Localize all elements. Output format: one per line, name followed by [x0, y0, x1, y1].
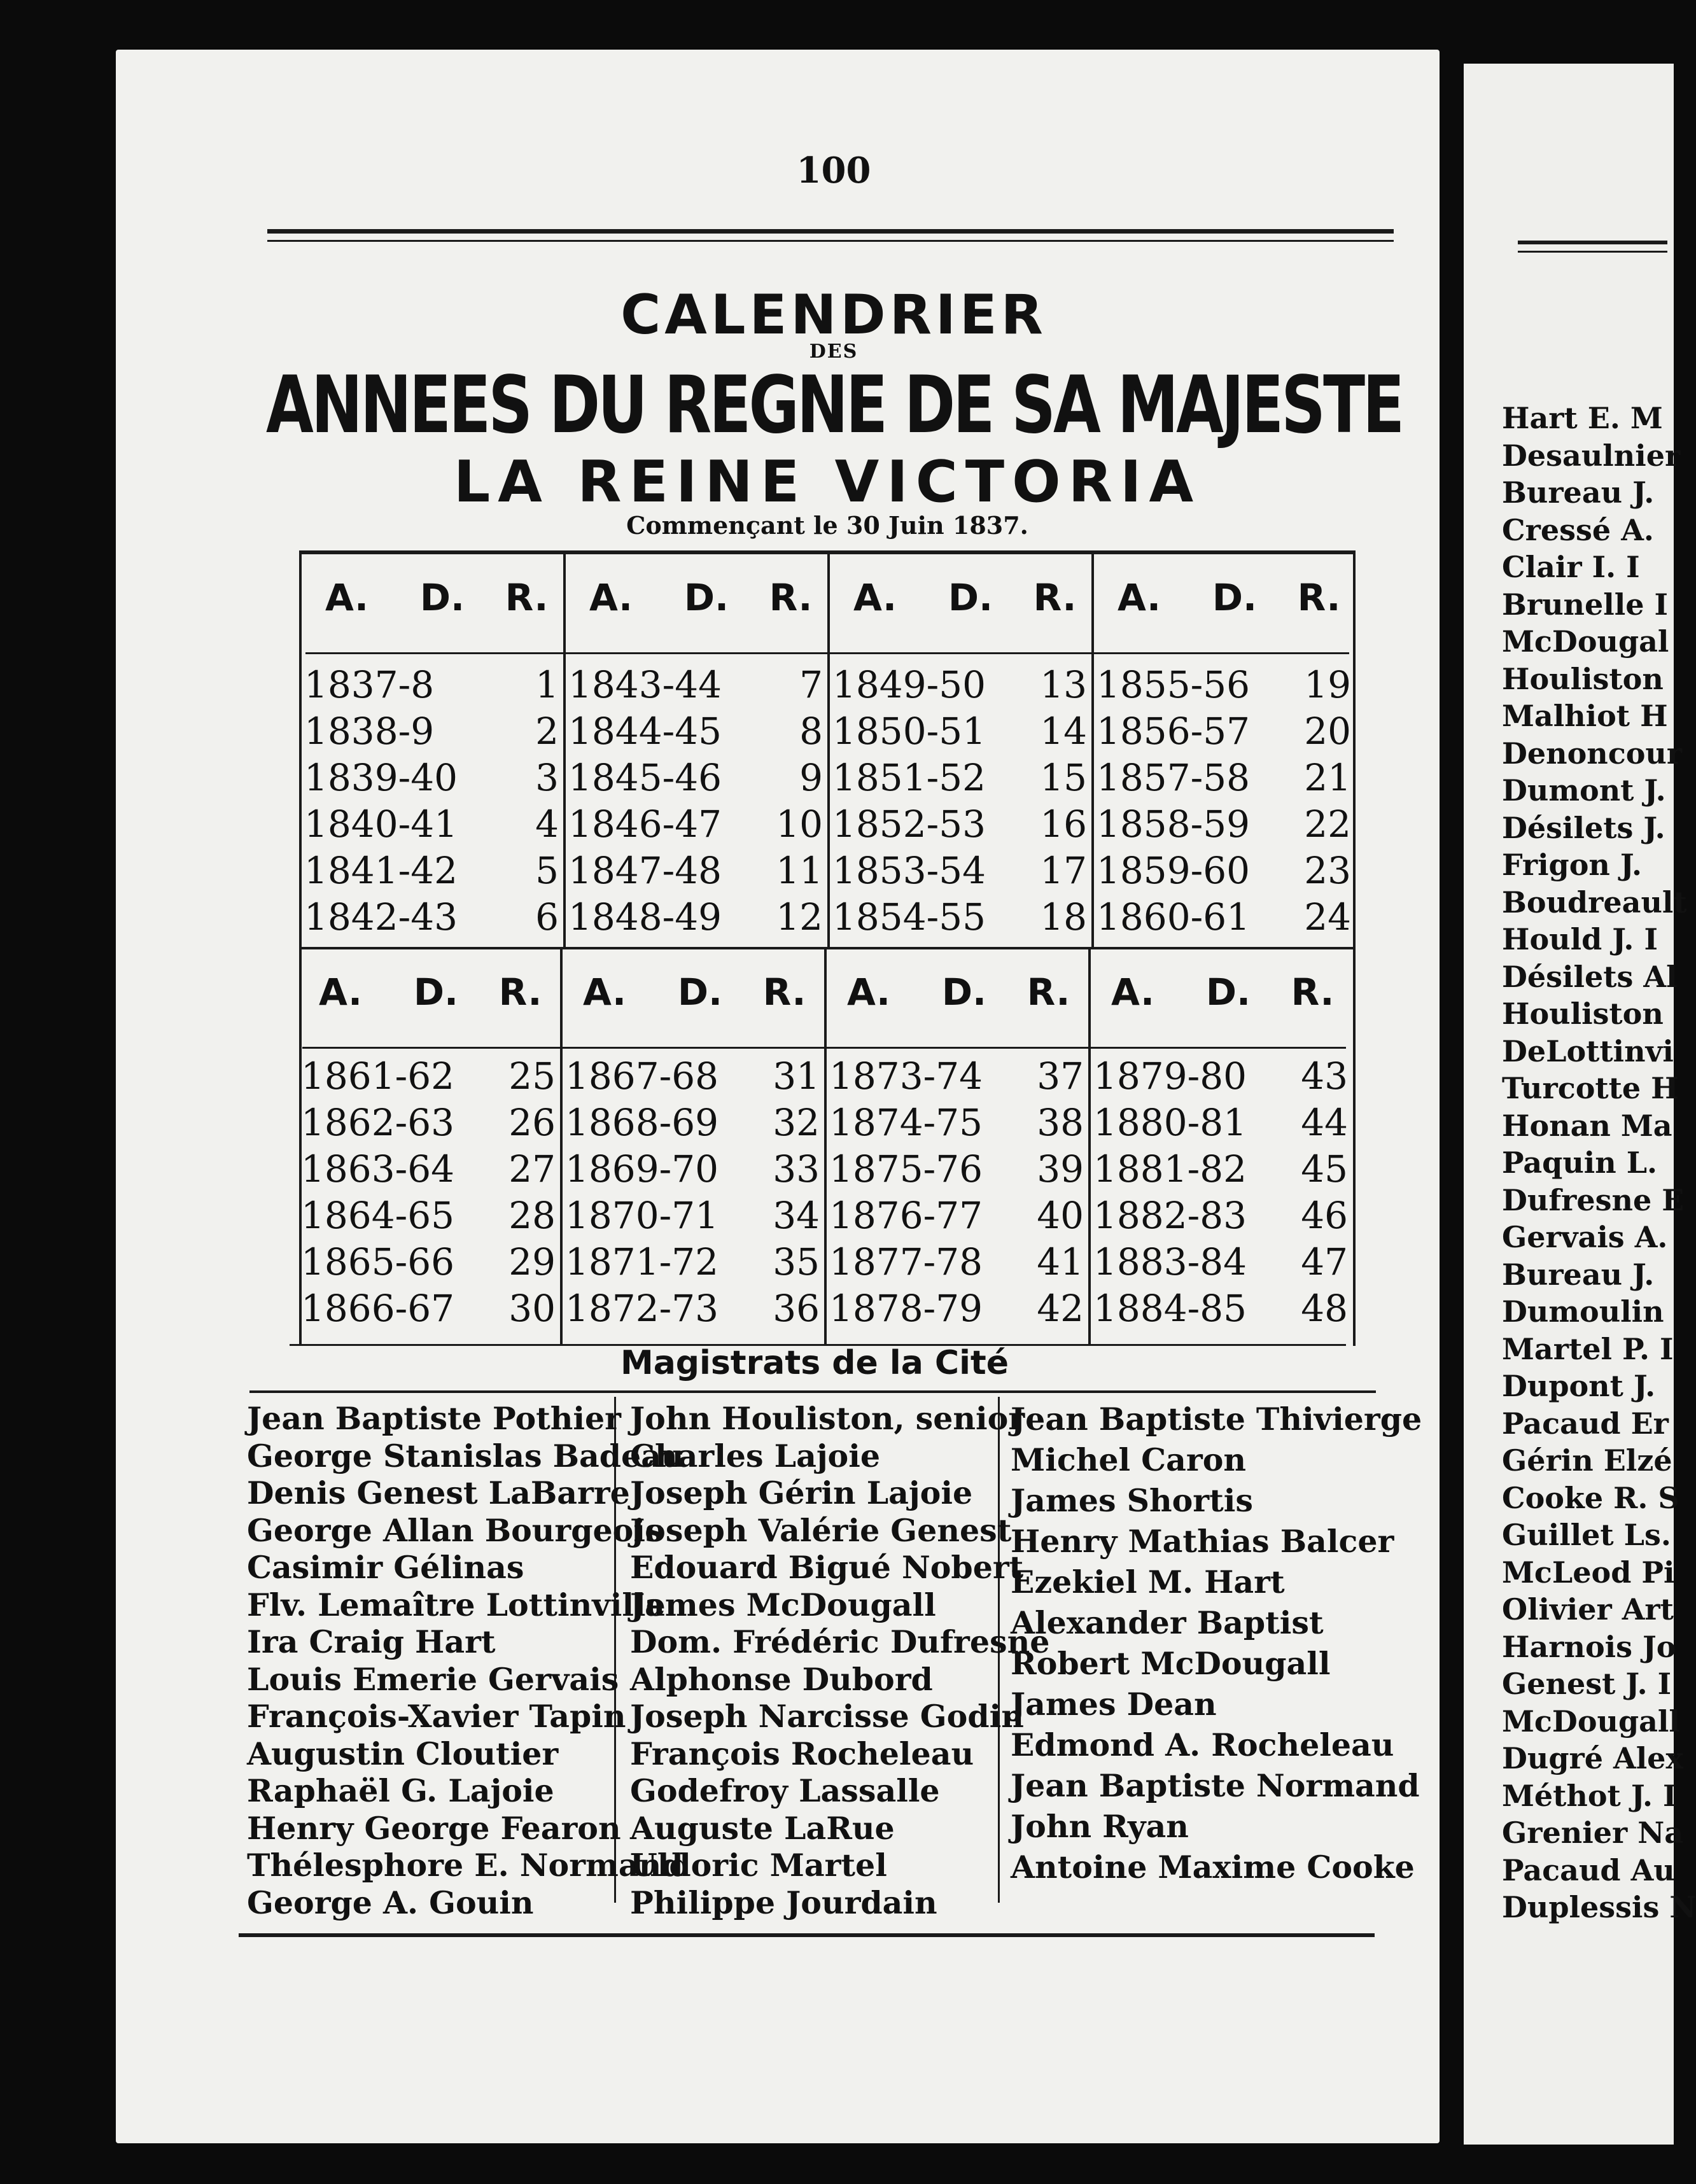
calendar-cell	[560, 1100, 824, 1146]
magistrat-name: James McDougall	[630, 1586, 936, 1623]
reign-year: 2	[535, 710, 559, 753]
header-a: A.	[847, 970, 890, 1014]
calendar-cell	[827, 708, 1091, 755]
magistrat-name: Auguste LaRue	[630, 1809, 895, 1847]
header-group	[557, 970, 821, 1014]
reign-year: 18	[1040, 895, 1087, 939]
year-range: 1858-59	[1097, 802, 1251, 846]
magistrat-name: François-Xavier Tapin	[247, 1698, 626, 1735]
right-list-item: Clair I. I	[1502, 550, 1640, 584]
reign-year: 24	[1304, 895, 1351, 939]
year-range: 1867-68	[565, 1054, 719, 1098]
header-r: R.	[1291, 970, 1335, 1014]
calendar-cell	[296, 1285, 560, 1332]
year-range: 1874-75	[829, 1101, 983, 1144]
header-group	[827, 576, 1091, 619]
year-range: 1880-81	[1093, 1101, 1247, 1144]
header-group	[563, 576, 827, 619]
calendar-cell	[1088, 1193, 1352, 1239]
calendar-bottom-header	[293, 970, 1349, 1014]
magistrat-name: Edmond A. Rocheleau	[1011, 1726, 1394, 1763]
right-list-item: Boudreault	[1502, 885, 1687, 920]
right-list-item: Dumont J.	[1502, 773, 1666, 808]
right-list-item: Pacaud Er	[1502, 1406, 1669, 1441]
right-list-item: Cressé A.	[1502, 512, 1654, 547]
year-range: 1850-51	[832, 710, 986, 753]
header-a: A.	[1111, 970, 1154, 1014]
year-range: 1869-70	[565, 1147, 719, 1191]
right-list-item: Bureau J.	[1502, 1257, 1655, 1292]
magistrat-name: Denis Genest LaBarre	[247, 1474, 630, 1511]
magistrat-name: François Rocheleau	[630, 1735, 974, 1772]
right-list-item: McDougal	[1502, 624, 1669, 659]
year-range: 1844-45	[568, 710, 722, 753]
year-range: 1864-65	[301, 1194, 455, 1237]
magistrat-name: Casimir Gélinas	[247, 1549, 524, 1586]
right-list-item: Bureau J.	[1502, 475, 1655, 510]
reign-year: 1	[535, 663, 559, 706]
calendar-cell	[1088, 1100, 1352, 1146]
calendar-top-body	[299, 662, 1356, 941]
year-range: 1871-72	[565, 1240, 719, 1284]
magistrats-top-rule	[249, 1390, 1376, 1393]
year-range: 1860-61	[1097, 895, 1251, 939]
calendar-row	[296, 1053, 1352, 1100]
right-list-item: Dumoulin	[1502, 1294, 1664, 1329]
calendar-cell	[299, 708, 563, 755]
calendar-cell	[299, 801, 563, 848]
year-range: 1838-9	[304, 710, 435, 753]
header-group	[1085, 970, 1349, 1014]
reign-year: 8	[799, 710, 823, 753]
right-list-item: Guillet Ls.	[1502, 1518, 1671, 1552]
calendar-cell	[560, 1193, 824, 1239]
reign-year: 46	[1301, 1194, 1348, 1237]
magistrats-bottom-rule	[239, 1933, 1375, 1937]
calendar-cell	[824, 1193, 1088, 1239]
right-list-item: Dupont J.	[1502, 1369, 1656, 1403]
calendar-top-header	[299, 576, 1356, 619]
calendar-cell	[1091, 801, 1356, 848]
reign-year: 40	[1037, 1194, 1084, 1237]
calendar-cell	[1088, 1285, 1352, 1332]
calendar-bottom-body	[296, 1053, 1352, 1332]
magistrat-name: Robert McDougall	[1011, 1645, 1331, 1682]
calendar-cell	[563, 755, 827, 801]
header-r: R.	[498, 970, 542, 1014]
calendar-cell	[1088, 1146, 1352, 1193]
reign-year: 43	[1301, 1054, 1348, 1098]
header-r: R.	[1297, 576, 1341, 619]
year-range: 1878-79	[829, 1287, 983, 1330]
calendar-row	[296, 1193, 1352, 1239]
year-range: 1884-85	[1093, 1287, 1247, 1330]
header-d: D.	[419, 576, 465, 619]
year-range: 1846-47	[568, 802, 722, 846]
magistrats-column-3	[1011, 1399, 1422, 1887]
header-d: D.	[683, 576, 729, 619]
header-r: R.	[762, 970, 806, 1014]
year-range: 1851-52	[832, 756, 986, 799]
reign-year: 26	[508, 1101, 556, 1144]
right-list-item: Hart E. M	[1502, 401, 1663, 435]
right-list-item: Paquin L.	[1502, 1145, 1658, 1180]
header-a: A.	[325, 576, 368, 619]
magistrat-name: Joseph Narcisse Godin	[630, 1698, 1024, 1735]
header-d: D.	[948, 576, 993, 619]
year-range: 1883-84	[1093, 1240, 1247, 1284]
header-r: R.	[769, 576, 813, 619]
header-a: A.	[583, 970, 626, 1014]
year-range: 1841-42	[304, 849, 458, 892]
right-list-item: Duplessis N	[1502, 1890, 1696, 1924]
calendar-cell	[563, 848, 827, 894]
header-group	[1091, 576, 1356, 619]
right-list-item: Dugré Alex	[1502, 1741, 1683, 1775]
year-range: 1848-49	[568, 895, 722, 939]
year-range: 1865-66	[301, 1240, 455, 1284]
calendar-cell	[563, 662, 827, 708]
year-range: 1854-55	[832, 895, 986, 939]
calendar-cell	[1091, 894, 1356, 941]
calendar-cell	[824, 1100, 1088, 1146]
year-range: 1837-8	[304, 663, 435, 706]
header-a: A.	[319, 970, 362, 1014]
magistrats-title: Magistrats de la Cité	[620, 1344, 1009, 1382]
reign-year: 4	[535, 802, 559, 846]
reign-year: 37	[1037, 1054, 1084, 1098]
reign-year: 30	[508, 1287, 556, 1330]
magistrat-name: John Ryan	[1011, 1808, 1189, 1845]
magistrat-name: Alphonse Dubord	[630, 1660, 933, 1698]
calendar-cell	[296, 1193, 560, 1239]
year-range: 1870-71	[565, 1194, 719, 1237]
year-range: 1842-43	[304, 895, 458, 939]
reign-year: 45	[1301, 1147, 1348, 1191]
reign-year: 13	[1040, 663, 1087, 706]
header-rule-thin	[267, 240, 1394, 242]
year-range: 1876-77	[829, 1194, 983, 1237]
header-r: R.	[1033, 576, 1077, 619]
calendar-cell	[824, 1285, 1088, 1332]
title-main: ANNEES DU REGNE DE SA MAJESTE	[266, 360, 1403, 451]
right-list-item: Dufresne E	[1502, 1182, 1685, 1217]
right-list-item: Hould J. I	[1502, 922, 1658, 956]
reign-year: 19	[1304, 663, 1351, 706]
calendar-cell	[560, 1146, 824, 1193]
reign-year: 11	[776, 849, 823, 892]
calendar-cell	[1091, 662, 1356, 708]
reign-year: 42	[1037, 1287, 1084, 1330]
calendar-row	[299, 848, 1356, 894]
calendar-cell	[299, 662, 563, 708]
year-range: 1847-48	[568, 849, 722, 892]
title-calendrier: CALENDRIER	[620, 283, 1047, 347]
right-list-item: Olivier Art	[1502, 1592, 1674, 1627]
right-list-item: DeLottinvi	[1502, 1033, 1674, 1068]
reign-year: 35	[773, 1240, 820, 1284]
calendar-cell	[560, 1239, 824, 1285]
reign-year: 34	[773, 1194, 820, 1237]
right-list-item: Cooke R. S	[1502, 1480, 1679, 1515]
reign-year: 9	[799, 756, 823, 799]
magistrat-name: Flv. Lemaître Lottinville	[247, 1586, 666, 1623]
reign-year: 32	[773, 1101, 820, 1144]
calendar-row	[296, 1239, 1352, 1285]
year-range: 1872-73	[565, 1287, 719, 1330]
right-list-item: Martel P. I	[1502, 1331, 1674, 1366]
calendar-cell	[560, 1285, 824, 1332]
right-list-item: Pacaud Au	[1502, 1852, 1675, 1887]
year-range: 1857-58	[1097, 756, 1251, 799]
reign-year: 3	[535, 756, 559, 799]
reign-year: 16	[1040, 802, 1087, 846]
right-list-item: McDougall	[1502, 1704, 1680, 1739]
right-list-item: Houliston	[1502, 661, 1664, 696]
year-range: 1852-53	[832, 802, 986, 846]
reign-year: 31	[773, 1054, 820, 1098]
header-group	[821, 970, 1085, 1014]
calendar-cell	[1088, 1239, 1352, 1285]
magistrat-name: Jean Baptiste Thivierge	[1011, 1401, 1422, 1438]
reign-year: 22	[1304, 802, 1351, 846]
title-des: DES	[809, 340, 859, 363]
magistrat-name: Ira Craig Hart	[247, 1623, 496, 1660]
calendar-cell	[296, 1239, 560, 1285]
calendar-cell	[827, 801, 1091, 848]
year-range: 1877-78	[829, 1240, 983, 1284]
magistrat-name: Joseph Valérie Genest	[630, 1511, 1012, 1549]
magistrat-name: Uldoric Martel	[630, 1847, 887, 1884]
magistrat-name: Edouard Bigué Nobert	[630, 1549, 1024, 1586]
magistrat-name: John Houliston, senior	[630, 1400, 1025, 1437]
right-list-item: Malhiot H	[1502, 699, 1668, 733]
header-d: D.	[1212, 576, 1258, 619]
right-list-item: Désilets J.	[1502, 810, 1665, 845]
reign-year: 25	[508, 1054, 556, 1098]
title-commencant: Commençant le 30 Juin 1837.	[626, 511, 1028, 540]
reign-year: 39	[1037, 1147, 1084, 1191]
magistrat-name: Jean Baptiste Pothier	[247, 1400, 621, 1437]
calendar-cell	[296, 1146, 560, 1193]
year-range: 1873-74	[829, 1054, 983, 1098]
reign-year: 6	[535, 895, 559, 939]
title-reine: LA REINE VICTORIA	[453, 449, 1202, 515]
reign-year: 12	[776, 895, 823, 939]
header-rule-thick	[267, 229, 1394, 234]
reign-year: 27	[508, 1147, 556, 1191]
reign-year: 14	[1040, 710, 1087, 753]
year-range: 1853-54	[832, 849, 986, 892]
right-list-item: Grenier Na	[1502, 1816, 1684, 1850]
magistrat-name: James Dean	[1011, 1686, 1217, 1723]
magistrat-name: George A. Gouin	[247, 1884, 534, 1921]
calendar-row	[299, 755, 1356, 801]
calendar-row	[296, 1285, 1352, 1332]
calendar-cell	[299, 894, 563, 941]
year-range: 1862-63	[301, 1101, 455, 1144]
magistrat-name: Raphaël G. Lajoie	[247, 1772, 554, 1809]
reign-year: 44	[1301, 1101, 1348, 1144]
magistrat-name: Jean Baptiste Normand	[1011, 1767, 1420, 1804]
year-range: 1843-44	[568, 663, 722, 706]
year-range: 1882-83	[1093, 1194, 1247, 1237]
reign-year: 29	[508, 1240, 556, 1284]
magistrat-name: George Allan Bourgeois	[247, 1511, 663, 1549]
header-r: R.	[1027, 970, 1070, 1014]
year-range: 1861-62	[301, 1054, 455, 1098]
reign-year: 23	[1304, 849, 1351, 892]
right-list-item: Genest J. I	[1502, 1667, 1672, 1701]
right-list-item: Brunelle I	[1502, 587, 1669, 622]
right-list-item: Désilets Al	[1502, 959, 1678, 994]
right-list-item: Turcotte H	[1502, 1071, 1679, 1105]
calendar-row	[296, 1146, 1352, 1193]
magistrat-name: Philippe Jourdain	[630, 1884, 937, 1921]
reign-year: 36	[773, 1287, 820, 1330]
right-list-item: McLeod Pi	[1502, 1555, 1675, 1590]
reign-year: 10	[776, 802, 823, 846]
header-d: D.	[941, 970, 987, 1014]
year-range: 1866-67	[301, 1287, 455, 1330]
calendar-cell	[563, 708, 827, 755]
year-range: 1881-82	[1093, 1147, 1247, 1191]
magistrat-name: Thélesphore E. Normand	[247, 1847, 683, 1884]
calendar-cell	[827, 662, 1091, 708]
calendar-row	[296, 1100, 1352, 1146]
magistrat-name: James Shortis	[1011, 1482, 1253, 1519]
calendar-cell	[827, 755, 1091, 801]
calendar-cell	[560, 1053, 824, 1100]
reign-year: 41	[1037, 1240, 1084, 1284]
magistrat-name: Antoine Maxime Cooke	[1011, 1849, 1415, 1886]
right-page-rule-thick	[1518, 241, 1667, 244]
calendar-cell	[824, 1146, 1088, 1193]
year-range: 1875-76	[829, 1147, 983, 1191]
header-a: A.	[1118, 576, 1161, 619]
magistrat-name: Louis Emerie Gervais	[247, 1660, 619, 1698]
right-list-item: Desaulnier	[1502, 438, 1681, 473]
header-d: D.	[677, 970, 723, 1014]
magistrat-name: Ezekiel M. Hart	[1011, 1564, 1285, 1600]
calendar-row	[299, 662, 1356, 708]
reign-year: 47	[1301, 1240, 1348, 1284]
magistrat-name: Joseph Gérin Lajoie	[630, 1474, 973, 1511]
calendar-row	[299, 801, 1356, 848]
magistrat-name: Alexander Baptist	[1011, 1604, 1324, 1641]
year-range: 1845-46	[568, 756, 722, 799]
year-range: 1859-60	[1097, 849, 1251, 892]
right-list-item: Harnois Jo	[1502, 1629, 1676, 1664]
reign-year: 48	[1301, 1287, 1348, 1330]
year-range: 1840-41	[304, 802, 458, 846]
magistrat-name: Godefroy Lassalle	[630, 1772, 940, 1809]
year-range: 1855-56	[1097, 663, 1251, 706]
right-list-item: Gervais A.	[1502, 1220, 1668, 1254]
calendar-row	[299, 894, 1356, 941]
calendar-cell	[299, 848, 563, 894]
header-a: A.	[853, 576, 897, 619]
year-range: 1863-64	[301, 1147, 455, 1191]
calendar-cell	[1091, 708, 1356, 755]
magistrats-column-2	[630, 1400, 1049, 1921]
year-range: 1868-69	[565, 1101, 719, 1144]
calendar-cell	[563, 894, 827, 941]
reign-year: 21	[1304, 756, 1351, 799]
header-d: D.	[413, 970, 459, 1014]
magistrats-column-1	[247, 1400, 684, 1921]
right-list-item: Frigon J.	[1502, 848, 1643, 882]
reign-year: 5	[535, 849, 559, 892]
calendar-cell	[827, 848, 1091, 894]
calendar-cell	[1091, 848, 1356, 894]
reign-year: 38	[1037, 1101, 1084, 1144]
year-range: 1879-80	[1093, 1054, 1247, 1098]
calendar-row	[299, 708, 1356, 755]
calendar-cell	[1091, 755, 1356, 801]
reign-year: 17	[1040, 849, 1087, 892]
calendar-cell	[827, 894, 1091, 941]
right-list-item: Houliston	[1502, 997, 1664, 1031]
header-group	[293, 970, 557, 1014]
header-a: A.	[589, 576, 633, 619]
header-d: D.	[1205, 970, 1251, 1014]
reign-year: 15	[1040, 756, 1087, 799]
right-list-item: Gérin Elzé	[1502, 1443, 1672, 1478]
reign-year: 33	[773, 1147, 820, 1191]
magistrat-name: Charles Lajoie	[630, 1437, 881, 1474]
magistrat-name: Augustin Cloutier	[247, 1735, 559, 1772]
magistrat-name: Henry Mathias Balcer	[1011, 1523, 1394, 1560]
year-range: 1849-50	[832, 663, 986, 706]
reign-year: 7	[799, 663, 823, 706]
header-group	[299, 576, 563, 619]
calendar-cell	[299, 755, 563, 801]
right-list-item: Denoncour	[1502, 736, 1683, 771]
right-page-list	[1502, 400, 1696, 1926]
reign-year: 28	[508, 1194, 556, 1237]
calendar-cell	[1088, 1053, 1352, 1100]
calendar-cell	[563, 801, 827, 848]
header-r: R.	[505, 576, 549, 619]
calendar-cell	[296, 1053, 560, 1100]
calendar-cell	[296, 1100, 560, 1146]
calendar-cell	[824, 1053, 1088, 1100]
right-list-item: Honan Ma	[1502, 1108, 1672, 1143]
magistrat-name: Dom. Frédéric Dufresne	[630, 1623, 1050, 1660]
page-number: 100	[796, 150, 871, 192]
magistrat-name: Michel Caron	[1011, 1441, 1247, 1478]
magistrat-name: George Stanislas Badeau	[247, 1437, 684, 1474]
magistrat-name: Henry George Fearon	[247, 1809, 621, 1847]
right-list-item: Méthot J. I	[1502, 1778, 1677, 1813]
year-range: 1856-57	[1097, 710, 1251, 753]
reign-year: 20	[1304, 710, 1351, 753]
year-range: 1839-40	[304, 756, 458, 799]
calendar-cell	[824, 1239, 1088, 1285]
right-page-rule-thin	[1518, 251, 1667, 253]
